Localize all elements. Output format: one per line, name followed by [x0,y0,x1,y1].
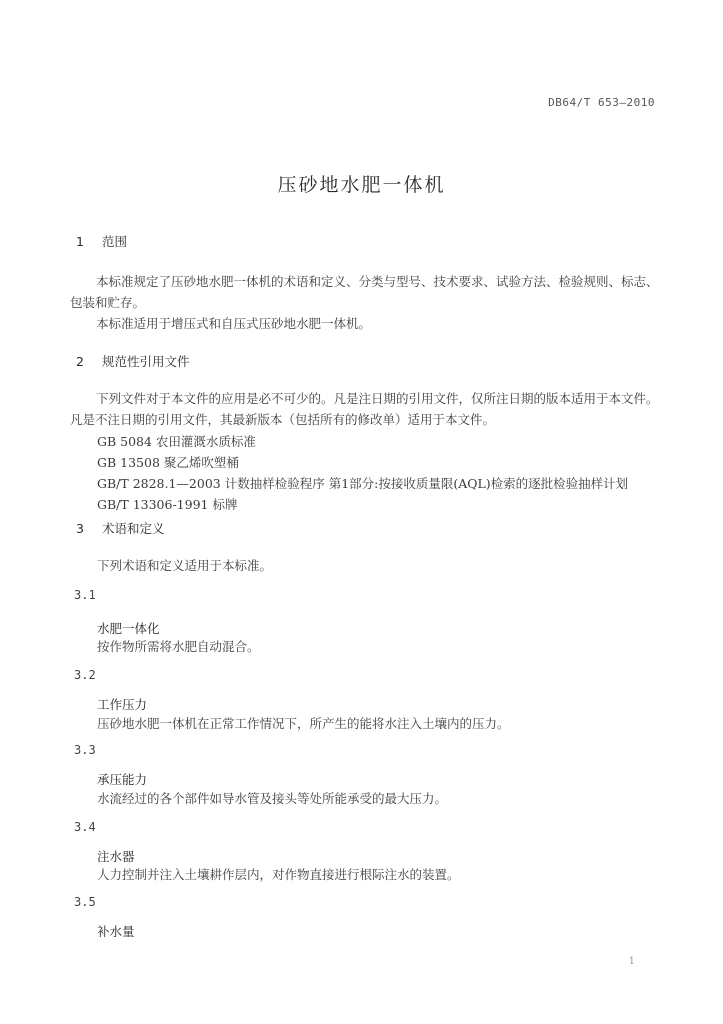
normative-references-paragraph: 下列文件对于本文件的应用是必不可少的。凡是注日期的引用文件，仅所注日期的版本适用于本文件。凡是不注日期的引用文件，其最新版本（包括所有的修改单）适用于本文件。 [70,391,659,427]
section-1-heading [76,232,127,250]
term-number: 3.4 [74,820,96,834]
scope-paragraph-1: 本标准规定了压砂地水肥一体机的术语和定义、分类与型号、技术要求、试验方法、检验规则、标志、包装和贮存。 [70,274,659,310]
scope-paragraph-2: 本标准适用于增压式和自压式压砂地水肥一体机。 [96,316,372,331]
term-definition: 按作物所需将水肥自动混合。 [97,639,260,654]
term-number: 3.5 [74,895,96,909]
section-number: 2 [76,354,84,369]
section-title: 术语和定义 [101,521,165,536]
reference-item: GB/T 13306-1991 标牌 [97,497,238,512]
term-name: 水肥一体化 [97,621,160,636]
term-name: 补水量 [97,924,135,939]
term-number: 3.2 [74,668,96,682]
terms-intro: 下列术语和定义适用于本标准。 [97,558,273,573]
section-3-heading [76,519,165,537]
document-title: 压砂地水肥一体机 [277,174,446,196]
term-name: 承压能力 [97,772,148,787]
term-definition: 水流经过的各个部件如导水管及接头等处所能承受的最大压力。 [97,791,448,806]
term-name: 注水器 [97,849,135,864]
term-definition: 压砂地水肥一体机在正常工作情况下，所产生的能将水注入土壤内的压力。 [97,716,510,731]
section-title: 范围 [101,234,127,249]
section-title: 规范性引用文件 [101,354,190,369]
section-number: 1 [76,234,84,249]
document-code: DB64/T 653—2010 [548,96,655,109]
term-number: 3.3 [74,743,96,757]
reference-item: GB 13508 聚乙烯吹塑桶 [97,455,239,470]
term-number: 3.1 [74,588,96,602]
reference-item: GB 5084 农田灌溉水质标准 [97,434,256,449]
reference-item: GB/T 2828.1—2003 计数抽样检验程序 第1部分:按接收质量限(AQL)检索的逐批检验抽样计划 [97,476,629,491]
term-name: 工作压力 [97,697,148,712]
term-definition: 人力控制并注入土壤耕作层内，对作物直接进行根际注水的装置。 [97,867,460,882]
section-2-heading [76,352,190,370]
section-number: 3 [76,521,84,536]
page-number: 1 [628,956,635,967]
